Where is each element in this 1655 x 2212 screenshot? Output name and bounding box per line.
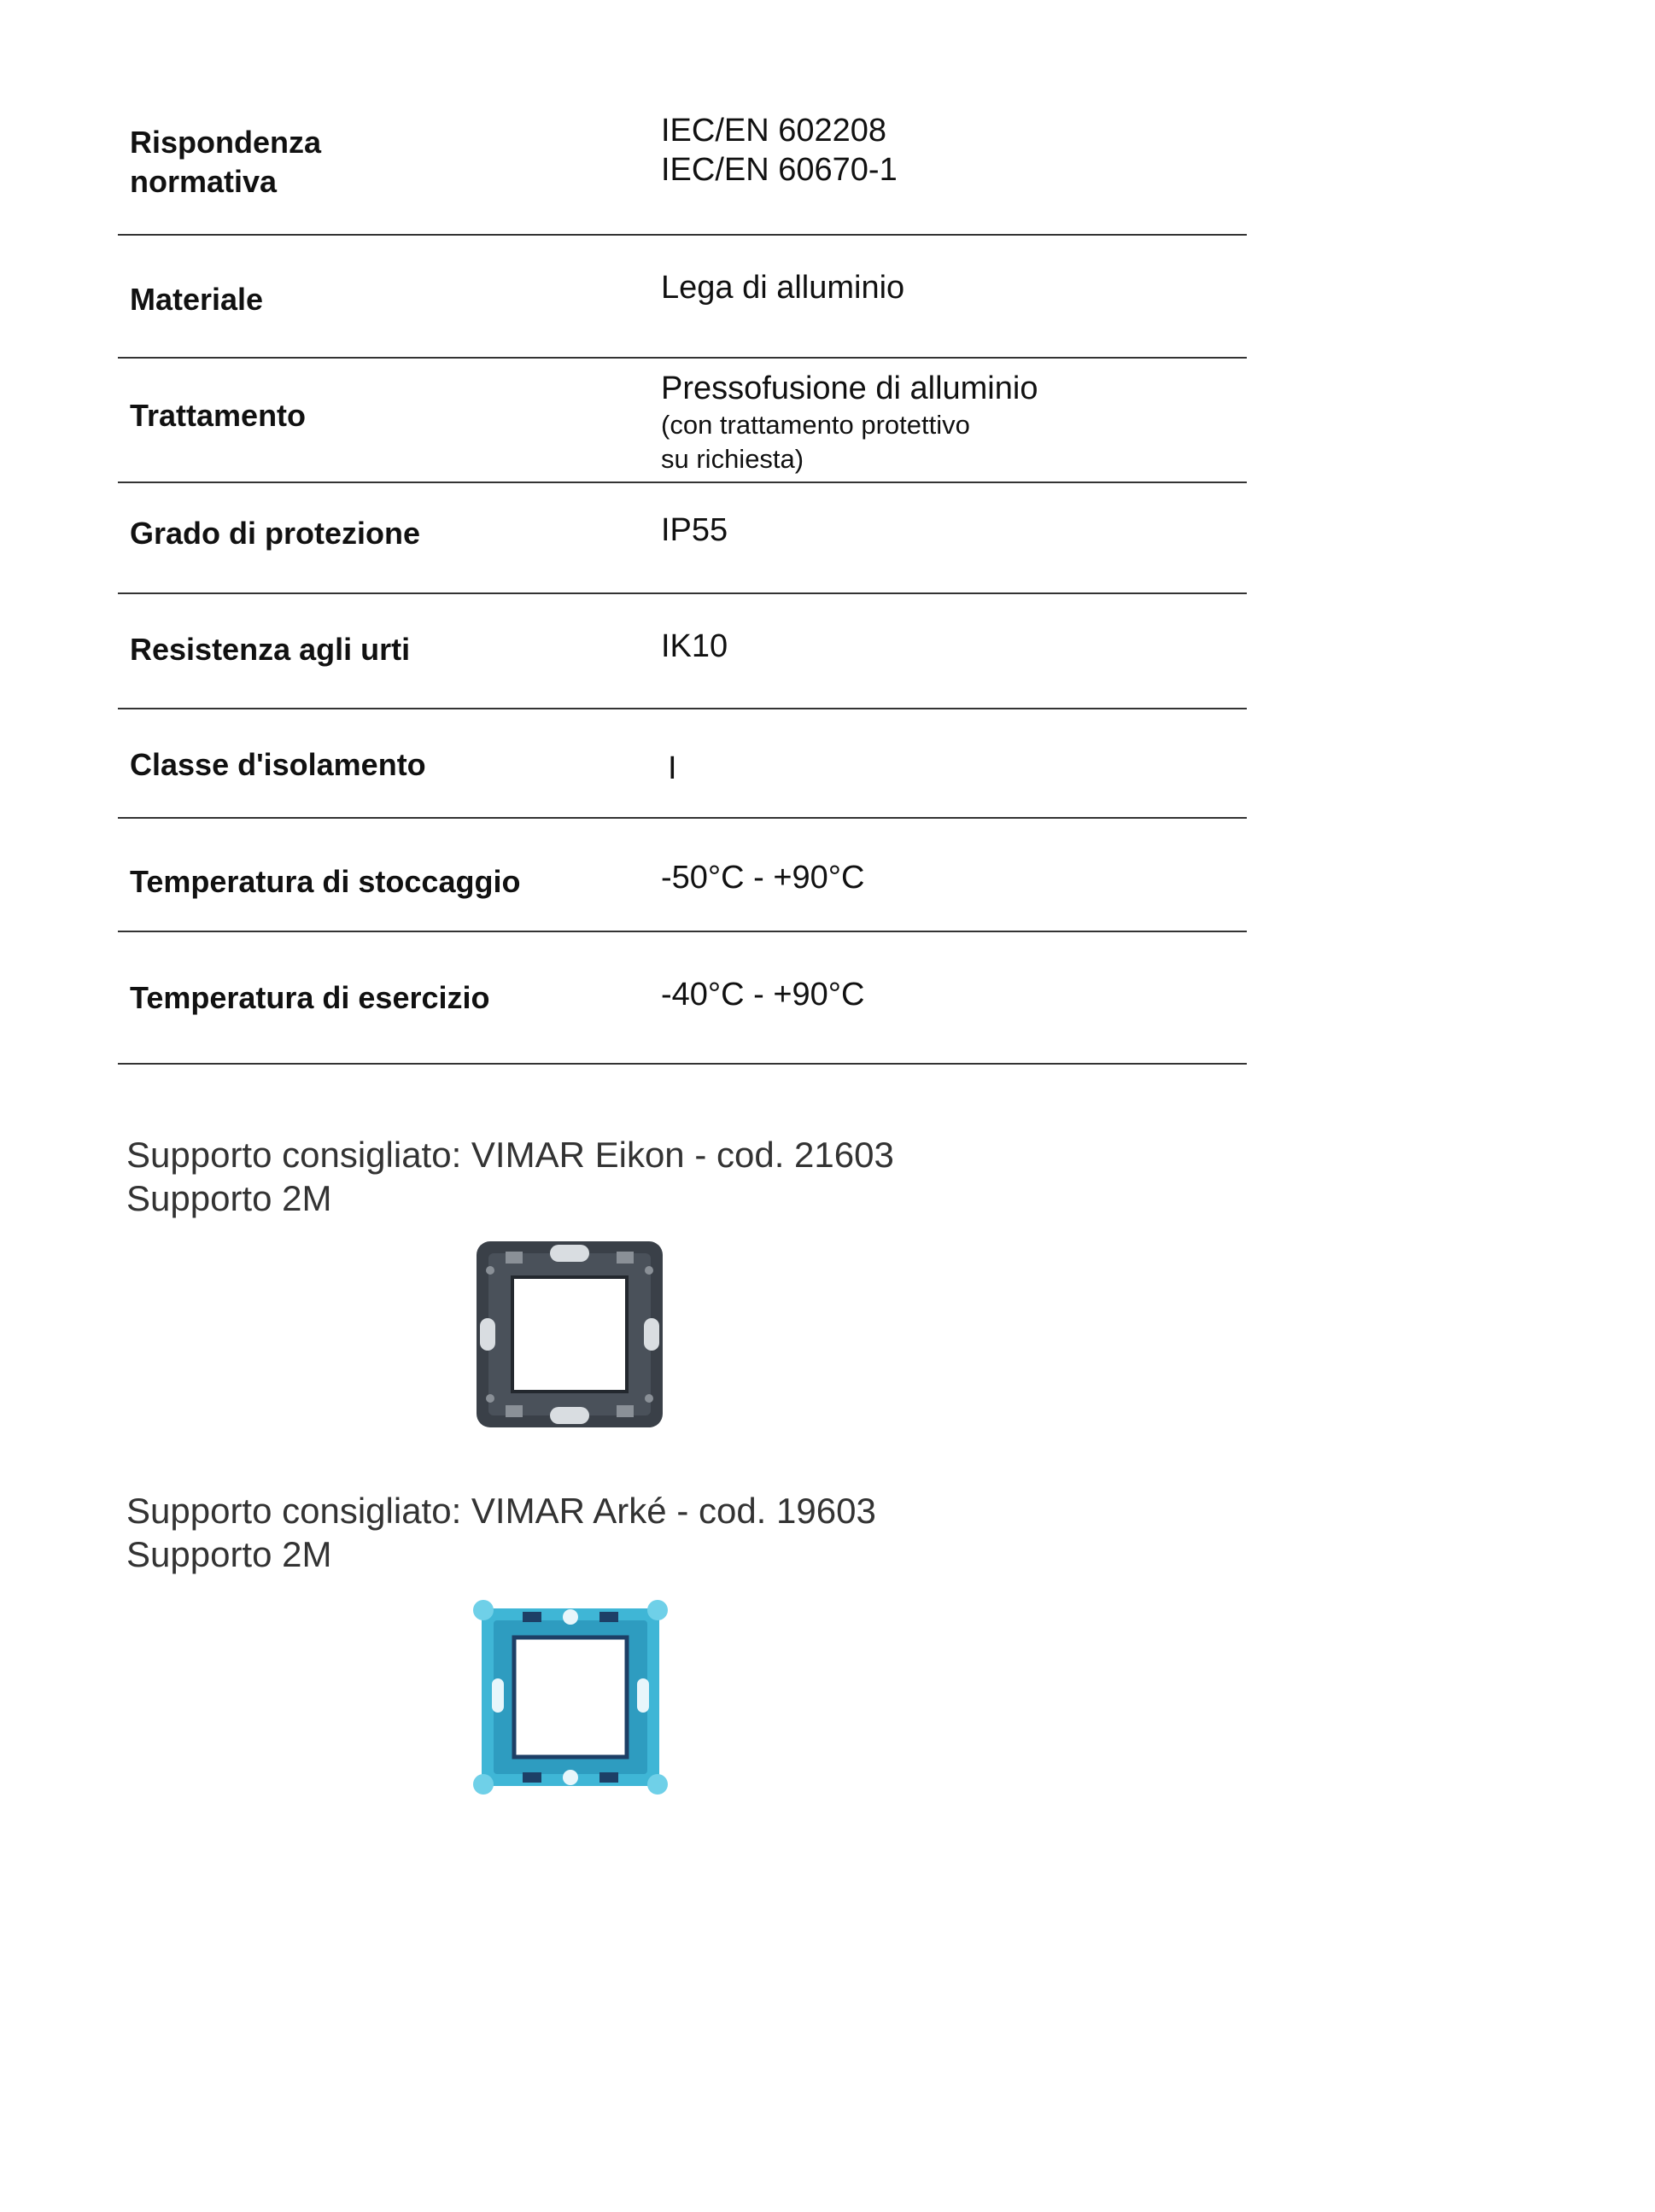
- support-title: Supporto consigliato: VIMAR Arké - cod. 19603: [126, 1491, 876, 1531]
- spec-value-line: IK10: [661, 628, 728, 664]
- spec-row-trattamento: [118, 359, 1247, 483]
- spec-table: [118, 102, 1247, 1065]
- spec-row-classe-isolamento: [118, 709, 1247, 819]
- spec-row-temperatura-stoccaggio: [118, 819, 1247, 932]
- spec-value-line: I: [668, 750, 677, 786]
- support-eikon-caption: [126, 1133, 894, 1220]
- spec-label: Temperatura di esercizio: [130, 980, 490, 1015]
- spec-value: [661, 369, 1038, 476]
- support-subtitle: Supporto 2M: [126, 1178, 332, 1218]
- spec-value: [661, 858, 864, 897]
- arke-support-frame-image: [471, 1598, 670, 1796]
- spec-value-line: -50°C - +90°C: [661, 860, 865, 896]
- spec-value: [661, 511, 728, 550]
- spec-value-line: Pressofusione di alluminio: [661, 371, 1038, 406]
- spec-label: Resistenza agli urti: [130, 632, 411, 667]
- spec-value-line: -40°C - +90°C: [661, 977, 865, 1013]
- spec-value-note: (con trattamento protettivo: [661, 410, 970, 440]
- spec-label: Materiale: [130, 282, 264, 317]
- spec-value-note: su richiesta): [661, 444, 804, 474]
- spec-value-line: IEC/EN 602208: [661, 113, 887, 149]
- support-arke-caption: [126, 1489, 876, 1576]
- spec-label: Classe d'isolamento: [130, 747, 426, 782]
- spec-value: [661, 268, 904, 307]
- spec-row-rispondenza: [118, 102, 1247, 236]
- spec-value: [661, 975, 864, 1014]
- spec-value-line: Lega di alluminio: [661, 270, 905, 306]
- eikon-support-frame-image: [471, 1236, 668, 1433]
- spec-label: Temperatura di stoccaggio: [130, 864, 521, 899]
- spec-label: Trattamento: [130, 398, 307, 433]
- support-title: Supporto consigliato: VIMAR Eikon - cod. 21603: [126, 1135, 894, 1175]
- spec-value: [668, 749, 677, 788]
- support-subtitle: Supporto 2M: [126, 1534, 332, 1574]
- spec-row-grado-protezione: [118, 483, 1247, 594]
- spec-label: Rispondenza normativa: [130, 125, 322, 199]
- spec-value: [661, 627, 728, 666]
- spec-row-temperatura-esercizio: [118, 932, 1247, 1065]
- spec-row-resistenza-urti: [118, 594, 1247, 709]
- spec-label: Grado di protezione: [130, 516, 421, 551]
- spec-value-line: IEC/EN 60670-1: [661, 152, 898, 188]
- spec-value: [661, 111, 898, 190]
- spec-value-line: IP55: [661, 512, 728, 548]
- spec-row-materiale: [118, 236, 1247, 359]
